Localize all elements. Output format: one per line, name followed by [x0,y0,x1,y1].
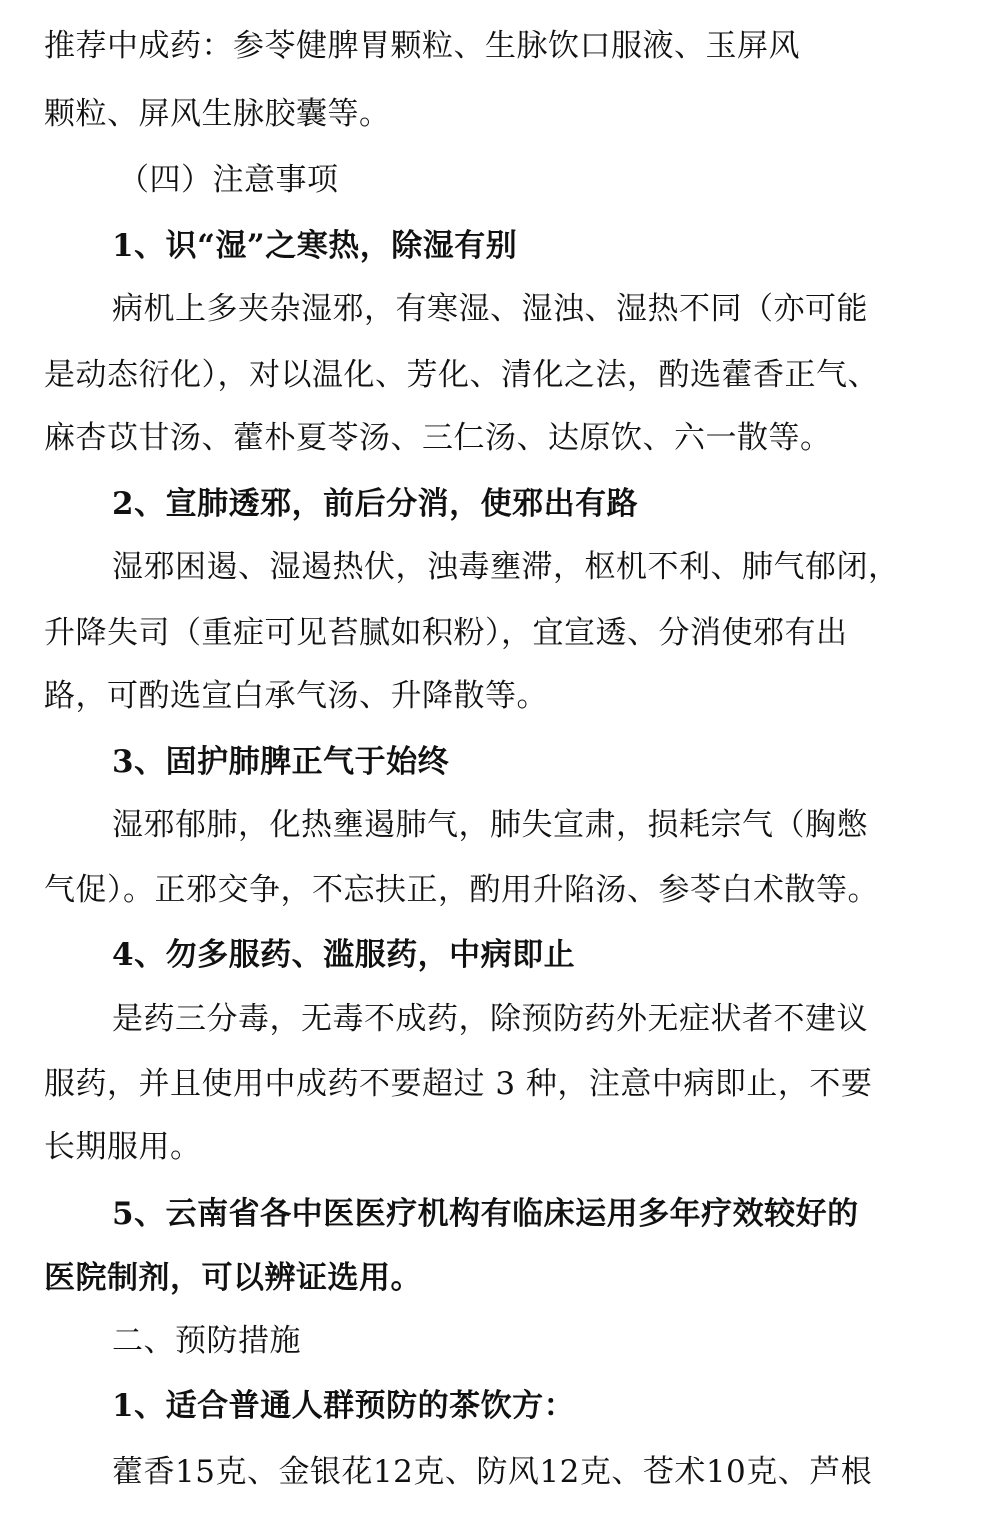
item-2-paragraph-line-2: 升降失司（重症可见苔腻如积粉），宜宣透、分消使邪有出 [44,615,848,651]
item-2-heading: 2、宣肺透邪，前后分消，使邪出有路 [112,486,639,522]
recommended-medicine-line-2: 颗粒、屏风生脉胶囊等。 [44,96,391,132]
section-heading-prevention: 二、预防措施 [112,1323,301,1359]
item-4-paragraph-line-1: 是药三分毒，无毒不成药，除预防药外无症状者不建议 [112,1001,868,1037]
item-3-paragraph-line-2: 气促）。正邪交争，不忘扶正，酌用升陷汤、参苓白术散等。 [44,872,879,908]
item-1-paragraph-line-1: 病机上多夹杂湿邪，有寒湿、湿浊、湿热不同（亦可能 [112,291,868,327]
item-4-paragraph-line-3: 长期服用。 [44,1129,202,1165]
item-2-paragraph-line-3: 路，可酌选宣白承气汤、升降散等。 [44,678,548,714]
prevention-item-1-heading: 1、适合普通人群预防的茶饮方： [112,1388,576,1424]
prevention-item-1-paragraph-line-1: 藿香15克、金银花12克、防风12克、苍术10克、芦根 [112,1454,873,1490]
recommended-medicine-line-1: 推荐中成药：参苓健脾胃颗粒、生脉饮口服液、玉屏风 [44,28,800,64]
item-5-line-2: 医院制剂，可以辨证选用。 [44,1260,422,1296]
item-3-paragraph-line-1: 湿邪郁肺，化热壅遏肺气，肺失宣肃，损耗宗气（胸憋 [112,807,868,843]
section-heading-precautions: （四）注意事项 [118,162,339,198]
item-1-heading: 1、识“湿”之寒热，除湿有别 [112,228,518,264]
item-4-heading: 4、勿多服药、滥服药，中病即止 [112,937,576,973]
item-1-paragraph-line-2: 是动态衍化），对以温化、芳化、清化之法，酌选藿香正气、 [44,357,879,393]
item-1-paragraph-line-3: 麻杏苡甘汤、藿朴夏苓汤、三仁汤、达原饮、六一散等。 [44,420,832,456]
item-4-paragraph-line-2: 服药，并且使用中成药不要超过 3 种，注意中病即止，不要 [44,1066,873,1102]
item-2-paragraph-line-1: 湿邪困遏、湿遏热伏，浊毒壅滞，枢机不利、肺气郁闭， [112,549,900,585]
item-3-heading: 3、固护肺脾正气于始终 [112,744,450,780]
item-5-line-1: 5、云南省各中医医疗机构有临床运用多年疗效较好的 [112,1196,859,1232]
